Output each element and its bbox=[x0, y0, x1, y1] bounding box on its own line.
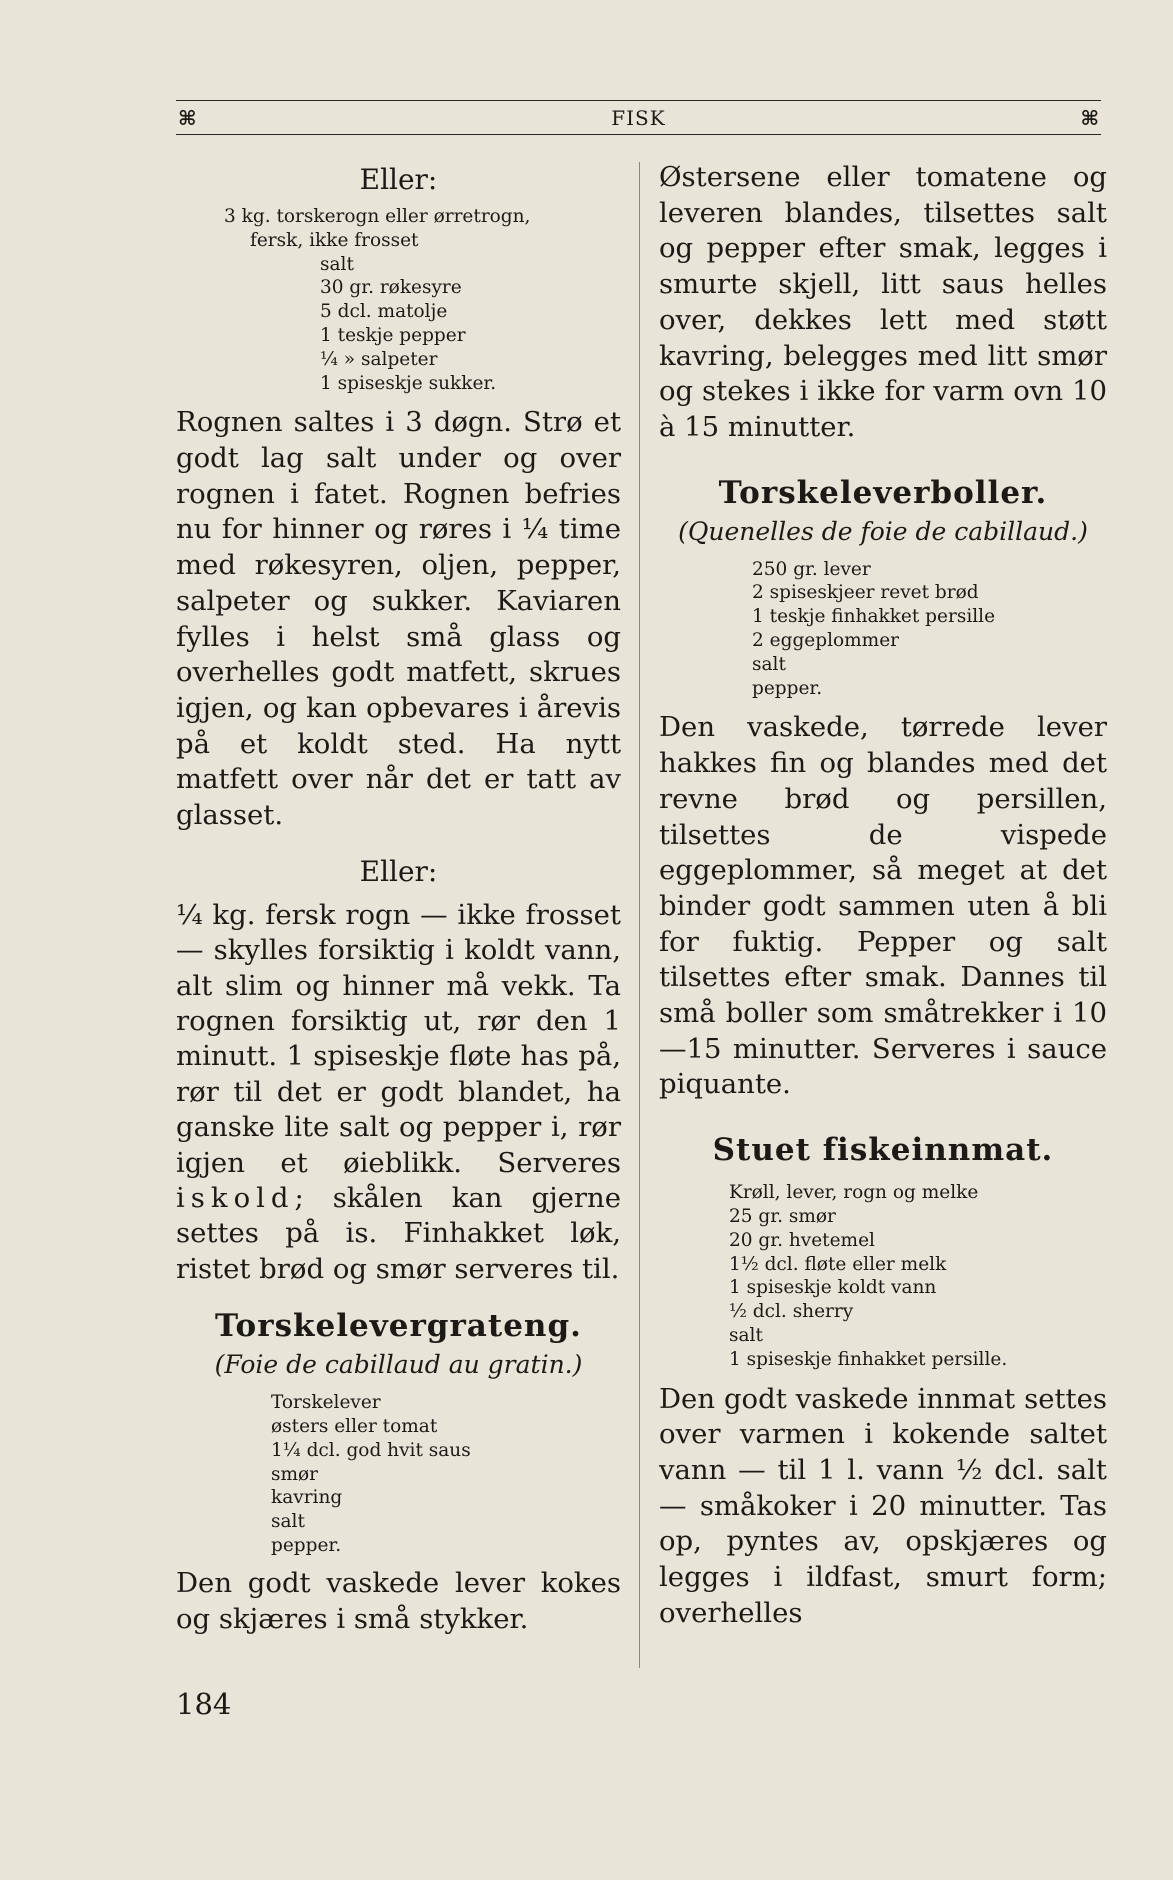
paragraph-innmat: Den godt vaskede innmat settes over varmen i kokende saltet vann — til 1 l. vann ½ dcl. salt — småkoker i 20 minutter. Tas op, pyntes av, opskjæres og legges i ildfast, smurt form; overhelles bbox=[659, 1382, 1107, 1629]
ingredient-item: 2 eggeplommer bbox=[752, 630, 900, 652]
ingredient-list-innmat bbox=[729, 1181, 1107, 1371]
ingredient-item: 1 teskje finhakket persille bbox=[752, 606, 996, 628]
paragraph-fresh-roe bbox=[176, 898, 621, 1287]
ingredient-item: 1¼ dcl. god hvit saus bbox=[271, 1439, 471, 1461]
recipe-subtitle-grateng: (Foie de cabillaud au gratin.) bbox=[214, 1350, 583, 1380]
ingredient-item: fersk, ikke frosset bbox=[250, 229, 419, 251]
ingredient-item: salt bbox=[320, 253, 354, 275]
header-top-rule bbox=[176, 100, 1101, 101]
recipe-title-boller: Torskeleverboller. bbox=[718, 474, 1048, 511]
paragraph-grateng: Den godt vaskede lever kokes og skjæres i små stykker. bbox=[176, 1566, 621, 1635]
ingredient-item: smør bbox=[271, 1463, 319, 1485]
paragraph-caviar: Rognen saltes i 3 døgn. Strø et godt lag salt under og over rognen i fatet. Rognen befries nu for hinner og røres i ¼ time med røkesyren, oljen, pepper, salpeter og sukker. Kaviaren fylles i helst små glass og overhelles godt matfett, skrues igjen, og kan opbevares i årevis på et koldt sted. Ha nytt matfett over når det er tatt av glasset. bbox=[176, 406, 621, 832]
ingredient-item: 1 teskje pepper bbox=[320, 324, 466, 346]
eller-heading-1: Eller: bbox=[359, 163, 438, 196]
ingredient-item: 3 kg. torskerogn eller ørretrogn, bbox=[224, 206, 531, 227]
ingredient-item: 20 gr. hvetemel bbox=[729, 1229, 875, 1251]
ingredient-item: 250 gr. lever bbox=[752, 558, 871, 580]
ingredient-item: pepper. bbox=[752, 677, 823, 699]
paragraph-grateng-continued: Østersene eller tomatene og leveren blandes, tilsettes salt og pepper efter smak, legges i smurte skjell, litt saus helles over, dekkes lett med støtt kavring, belegges med litt smør og stekes i ikke for varm ovn 10 à 15 minutter. bbox=[659, 161, 1107, 443]
fresh-roe-text-c: ; skålen kan gjerne settes på is. Finhakket løk, ristet brød og smør serveres til. bbox=[176, 1182, 621, 1285]
recipe-title-innmat: Stuet fiskeinnmat. bbox=[712, 1132, 1054, 1169]
ingredient-item: salt bbox=[752, 653, 786, 675]
ingredient-item: 1 spiseskje koldt vann bbox=[729, 1277, 937, 1299]
ingredient-list-grateng bbox=[271, 1391, 621, 1558]
ingredient-item: ¼ » salpeter bbox=[320, 348, 438, 370]
running-header bbox=[176, 100, 1101, 132]
ingredient-item: 2 spiseskjeer revet brød bbox=[752, 582, 979, 604]
ingredient-item: 1½ dcl. fløte eller melk bbox=[729, 1253, 947, 1275]
ornament-left-icon: ⌘ bbox=[178, 106, 197, 130]
ingredient-item: Krøll, lever, rogn og melke bbox=[729, 1182, 979, 1204]
ingredient-item: 5 dcl. matolje bbox=[320, 301, 448, 323]
recipe-subtitle-boller: (Quenelles de foie de cabillaud.) bbox=[678, 516, 1088, 546]
ingredient-list-boller bbox=[752, 558, 1107, 701]
paragraph-boller: Den vaskede, tørrede lever hakkes fin og blandes med det revne brød og persillen, tilsettes de vispede eggeplommer, så meget at det binder godt sammen uten å bli for fuktig. Pepper og salt tilsettes efter smak. Dannes til små boller som småtrekker i 10—15 minutter. Serveres i sauce piquante. bbox=[659, 711, 1107, 1101]
eller-heading-2: Eller: bbox=[359, 854, 438, 888]
header-title: FISK bbox=[611, 106, 666, 130]
page-number: 184 bbox=[176, 1687, 232, 1721]
right-column bbox=[659, 160, 1107, 1631]
ingredient-item: 1 spiseskje finhakket persille. bbox=[729, 1348, 1008, 1370]
ornament-right-icon: ⌘ bbox=[1080, 106, 1099, 130]
ingredient-item: ½ dcl. sherry bbox=[729, 1301, 854, 1323]
fresh-roe-text-a: ¼ kg. fersk rogn — ikke frosset — skylles forsiktig i koldt vann, alt slim og hinner må vekk. Ta rognen forsiktig ut, rør den 1 minutt. 1 spiseskje fløte has på, rør til det er godt blandet, ha ganske lite salt og pepper i, rør igjen et øieblikk. Serveres bbox=[176, 898, 621, 1179]
ingredient-item: pepper. bbox=[271, 1535, 342, 1557]
ingredient-list-caviar bbox=[224, 205, 621, 395]
ingredient-item: Torskelever bbox=[271, 1392, 381, 1414]
ingredient-item: salt bbox=[729, 1324, 763, 1346]
ingredient-item: østers eller tomat bbox=[271, 1416, 438, 1438]
header-bottom-rule bbox=[176, 134, 1101, 135]
ingredient-item: kavring bbox=[271, 1487, 343, 1509]
left-column bbox=[176, 160, 621, 1637]
ingredient-item: 30 gr. røkesyre bbox=[320, 277, 462, 299]
column-divider bbox=[639, 162, 640, 1668]
ingredient-item: 1 spiseskje sukker. bbox=[320, 372, 497, 394]
emphasis-iskold: iskold bbox=[176, 1182, 295, 1215]
recipe-title-grateng: Torskelevergrateng. bbox=[215, 1308, 582, 1345]
ingredient-item: 25 gr. smør bbox=[729, 1205, 836, 1227]
ingredient-item: salt bbox=[271, 1511, 305, 1533]
